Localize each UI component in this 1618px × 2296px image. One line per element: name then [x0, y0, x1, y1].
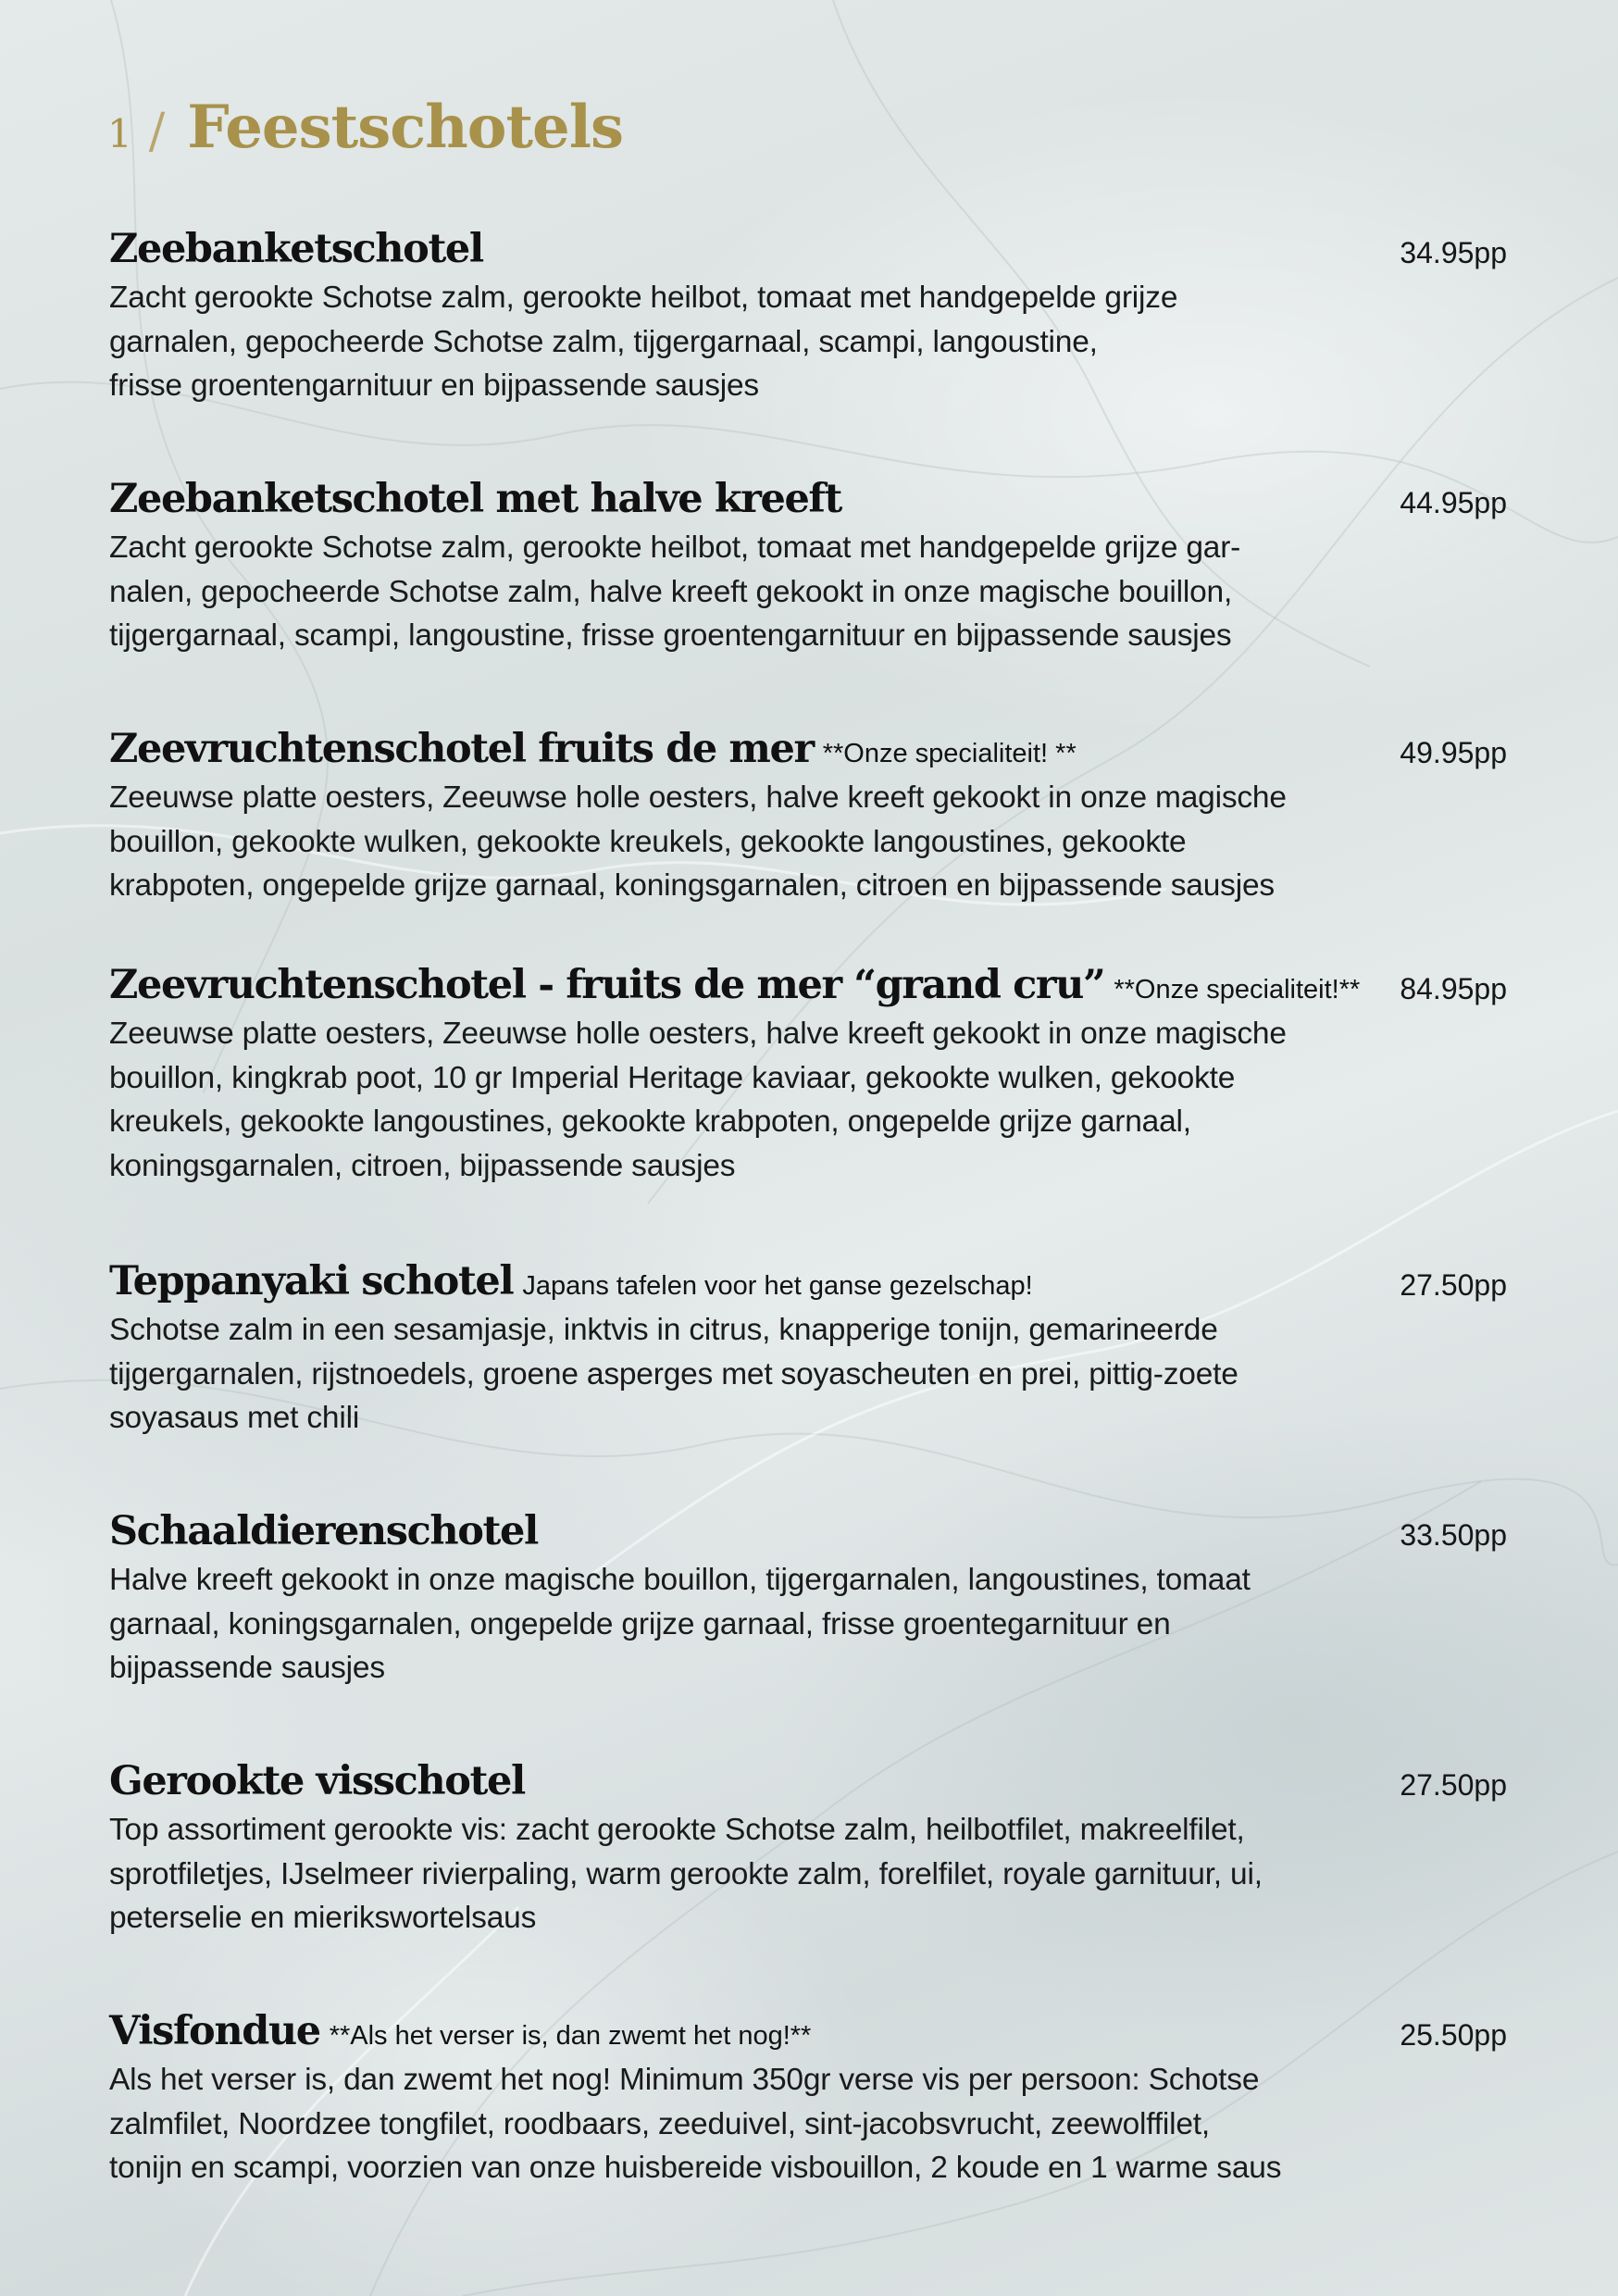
menu-item-name: Zeevruchtenschotel fruits de mer **Onze specialiteit! ** [109, 726, 1077, 772]
menu-item-description [109, 1808, 1507, 1940]
menu-item-description [109, 776, 1507, 908]
description-line: sprotfiletjes, IJselmeer rivierpaling, warm gerookte zalm, forelfilet, royale garnituur, ui, [109, 1856, 1263, 1891]
description-line: Zacht gerookte Schotse zalm, gerookte heilbot, tomaat met handgepelde grijze [109, 281, 1178, 315]
description-line: Schotse zalm in een sesamjasje, inktvis in citrus, knapperige tonijn, gemarineerde [109, 1313, 1218, 1347]
section-title: Feestschotels [187, 93, 624, 162]
menu-item [109, 222, 1507, 408]
menu-item-note: **Onze specialiteit!** [1114, 975, 1361, 1004]
description-line: bouillon, kingkrab poot, 10 gr Imperial Heritage kaviaar, gekookte wulken, gekookte [109, 1060, 1236, 1095]
menu-item-note: **Als het verser is, dan zwemt het nog!** [329, 2021, 812, 2051]
section-heading [107, 93, 623, 176]
description-line: bijpassende sausjes [109, 1651, 385, 1685]
menu-item-description [109, 526, 1507, 658]
menu-item-header [109, 2004, 1507, 2058]
description-line: koningsgarnalen, citroen, bijpassende sausjes [109, 1148, 736, 1183]
menu-item-price: 33.50pp [1400, 1518, 1507, 1552]
menu-item-name: Zeevruchtenschotel - fruits de mer “grand cru” **Onze specialiteit!** [109, 962, 1361, 1008]
menu-item-header [109, 222, 1507, 276]
menu-item-note: **Onze specialiteit! ** [822, 739, 1077, 768]
description-line: Top assortiment gerookte vis: zacht gerookte Schotse zalm, heilbotfilet, makreelfilet, [109, 1813, 1245, 1847]
menu-item-description [109, 276, 1507, 408]
menu-item [109, 1504, 1507, 1691]
description-line: peterselie en mierikswortelsaus [109, 1901, 537, 1935]
menu-item-header [109, 1254, 1507, 1308]
description-line: kreukels, gekookte langoustines, gekookte krabpoten, ongepelde grijze garnaal, [109, 1104, 1191, 1139]
menu-item-name: Gerookte visschotel [109, 1758, 525, 1804]
menu-item-price: 25.50pp [1400, 2018, 1507, 2052]
menu-item-price: 49.95pp [1400, 736, 1507, 769]
menu-item-name: Zeebanketschotel met halve kreeft [109, 476, 841, 522]
description-line: Halve kreeft gekookt in onze magische bouillon, tijgergarnalen, langoustines, tomaat [109, 1563, 1251, 1597]
description-line: tijgergarnalen, rijstnoedels, groene asperges met soyascheuten en prei, pittig-zoete [109, 1356, 1238, 1391]
menu-item-description [109, 1558, 1507, 1691]
description-line: Zeeuwse platte oesters, Zeeuwse holle oesters, halve kreeft gekookt in onze magische [109, 1017, 1287, 1051]
menu-item [109, 958, 1507, 1188]
menu-item-price: 27.50pp [1400, 1768, 1507, 1802]
description-line: tonijn en scampi, voorzien van onze huisbereide visbouillon, 2 koude en 1 warme saus [109, 2151, 1282, 2185]
description-line: Als het verser is, dan zwemt het nog! Minimum 350gr verse vis per persoon: Schotse [109, 2063, 1260, 2097]
menu-item [109, 1754, 1507, 1940]
description-line: bouillon, gekookte wulken, gekookte kreukels, gekookte langoustines, gekookte [109, 824, 1187, 859]
description-line: Zeeuwse platte oesters, Zeeuwse holle oesters, halve kreeft gekookt in onze magische [109, 780, 1287, 815]
description-line: Zacht gerookte Schotse zalm, gerookte heilbot, tomaat met handgepelde grijze gar- [109, 530, 1241, 565]
menu-item-name: Teppanyaki schotel Japans tafelen voor het ganse gezelschap! [109, 1258, 1033, 1304]
menu-item [109, 472, 1507, 658]
menu-item-name: Zeebanketschotel [109, 226, 483, 272]
menu-item-name: Visfondue **Als het verser is, dan zwemt het nog!** [109, 2008, 812, 2054]
section-separator: / [148, 104, 166, 159]
menu-item-header [109, 722, 1507, 776]
description-line: tijgergarnaal, scampi, langoustine, frisse groentengarnituur en bijpassende sausjes [109, 618, 1232, 653]
description-line: zalmfilet, Noordzee tongfilet, roodbaars, zeeduivel, sint-jacobsvrucht, zeewolffilet, [109, 2106, 1210, 2141]
menu-item-price: 44.95pp [1400, 486, 1507, 519]
description-line: garnaal, koningsgarnalen, ongepelde grijze garnaal, frisse groentegarnituur en [109, 1606, 1171, 1641]
menu-item [109, 722, 1507, 908]
menu-item-header [109, 1504, 1507, 1558]
menu-item-header [109, 958, 1507, 1012]
menu-item-name: Schaaldierenschotel [109, 1508, 538, 1554]
description-line: frisse groentengarnituur en bijpassende sausjes [109, 368, 759, 403]
menu-item-description [109, 1012, 1507, 1188]
description-line: soyasaus met chili [109, 1401, 360, 1435]
menu-item-description [109, 1308, 1507, 1441]
menu-item-price: 34.95pp [1400, 236, 1507, 269]
menu-item-header [109, 1754, 1507, 1808]
menu-item-price: 27.50pp [1400, 1268, 1507, 1302]
menu-item-header [109, 472, 1507, 526]
menu-item-description [109, 2058, 1507, 2190]
menu-item-note: Japans tafelen voor het ganse gezelschap! [522, 1271, 1033, 1301]
menu-item-price: 84.95pp [1400, 972, 1507, 1005]
description-line: nalen, gepocheerde Schotse zalm, halve kreeft gekookt in onze magische bouillon, [109, 574, 1233, 609]
menu-item [109, 1254, 1507, 1441]
section-number: 1 [107, 111, 132, 156]
description-line: krabpoten, ongepelde grijze garnaal, koningsgarnalen, citroen en bijpassende sausjes [109, 868, 1275, 903]
description-line: garnalen, gepocheerde Schotse zalm, tijgergarnaal, scampi, langoustine, [109, 324, 1098, 359]
menu-item [109, 2004, 1507, 2190]
